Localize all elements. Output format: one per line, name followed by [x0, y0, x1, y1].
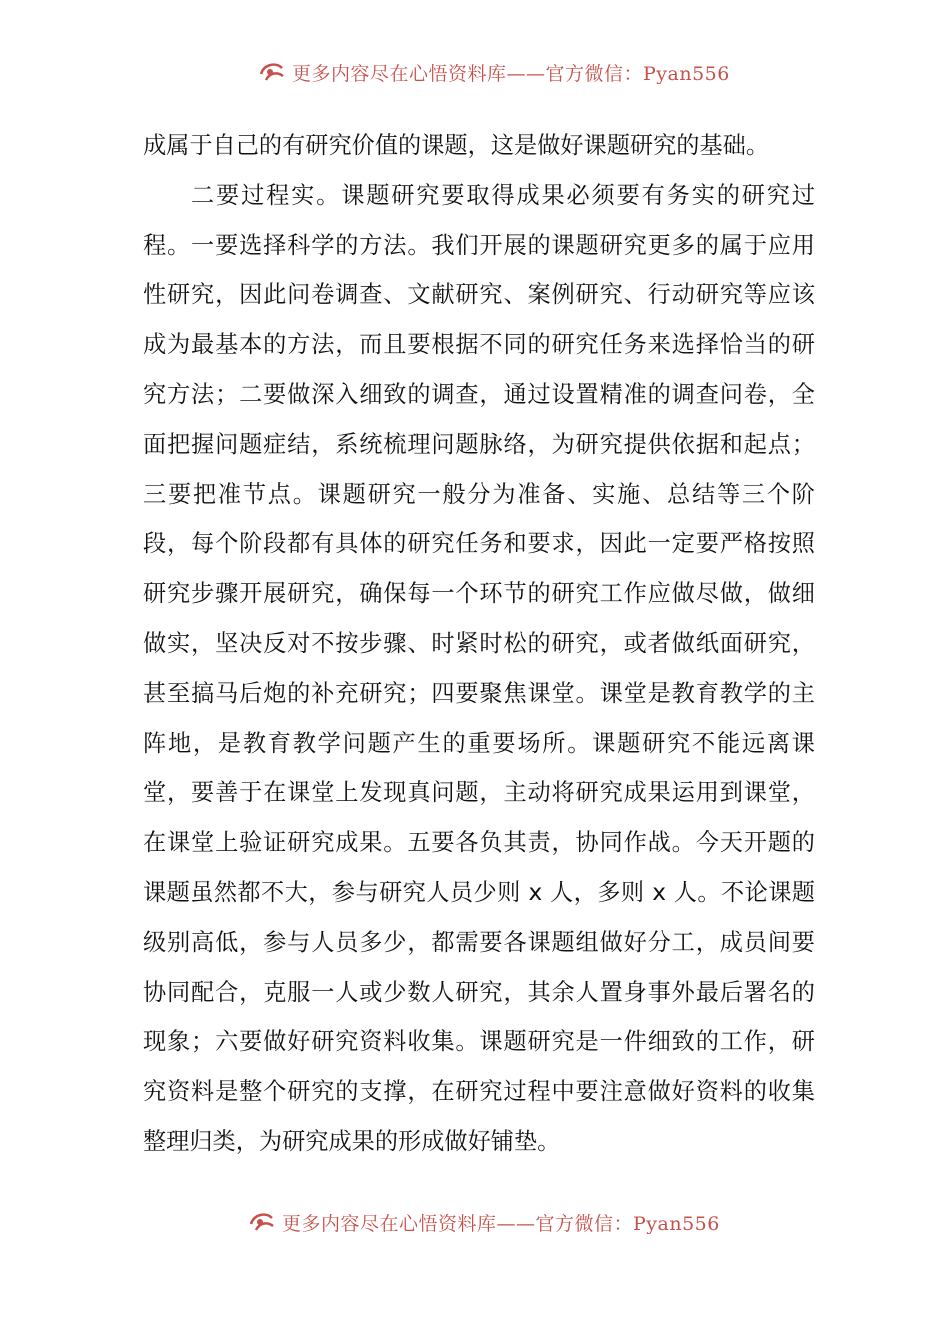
header-watermark-banner: [258, 60, 730, 84]
document-body: [143, 121, 815, 1167]
paragraph-1: 成属于自己的有研究价值的课题，这是做好课题研究的基础。: [143, 132, 770, 159]
paragraph-2: 二要过程实。课题研究要取得成果必须要有务实的研究过程。一要选择科学的方法。我们开展的课题研究更多的属于应用性研究，因此问卷调查、文献研究、案例研究、行动研究等应该成为最基本的方法，而且要根据不同的研究任务来选择恰当的研究方法；二要做深入细致的调查，通过设置精准的调查问卷，全面把握问题症结，系统梳理问题脉络，为研究提供依据和起点；三要把准节点。课题研究一般分为准备、实施、总结等三个阶段，每个阶段都有具体的研究任务和要求，因此一定要严格按照研究步骤开展研究，确保每一个环节的研究工作应做尽做，做细做实，坚决反对不按步骤、时紧时松的研究，或者做纸面研究，甚至搞马后炮的补充研究；四要聚焦课堂。课堂是教育教学的主阵地，是教育教学问题产生的重要场所。课题研究不能远离课堂，要善于在课堂上发现真问题，主动将研究成果运用到课堂，在课堂上验证研究成果。五要各负其责，协同作战。今天开题的课题虽然都不大，参与研究人员少则 x 人，多则 x 人。不论课题级别高低，参与人员多少，都需要各课题组做好分工，成员间要协同配合，克服一人或少数人研究，其余人置身事外最后署名的现象；六要做好研究资料收集。课题研究是一件细致的工作，研究资料是整个研究的支撑，在研究过程中要注意做好资料的收集整理归类，为研究成果的形成做好铺垫。: [143, 181, 815, 1155]
footer-watermark-banner: [248, 1210, 720, 1234]
logo-icon: [258, 60, 286, 84]
logo-icon: [248, 1210, 276, 1234]
header-watermark-text: 更多内容尽在心悟资料库——官方微信：Pyan556: [292, 62, 730, 84]
footer-watermark-text: 更多内容尽在心悟资料库——官方微信：Pyan556: [282, 1212, 720, 1234]
